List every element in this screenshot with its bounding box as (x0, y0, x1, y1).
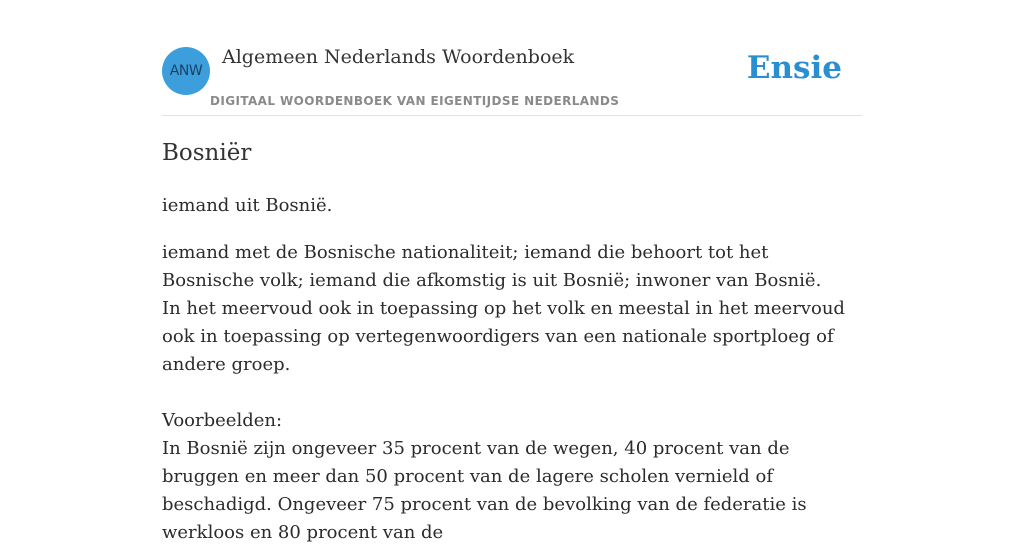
site-title[interactable]: Algemeen Nederlands Woordenboek (222, 46, 575, 68)
ensie-brand-logo[interactable]: Ensie (746, 50, 842, 86)
site-subtitle: DIGITAAL WOORDENBOEK VAN EIGENTIJDSE NEDERLANDS (210, 94, 620, 108)
site-header (162, 0, 862, 116)
anw-logo[interactable]: ANW (162, 47, 210, 95)
entry-body (162, 239, 862, 547)
example-paragraph: In Bosnië zijn ongeveer 35 procent van de wegen, 40 procent van de bruggen en meer dan 50 procent van de lagere scholen vernield of beschadigd. Ongeveer 75 procent van de bevolking van de federatie is werkloos en 80 procent van de (162, 438, 807, 543)
paragraph-spacer (162, 379, 862, 407)
examples-label: Voorbeelden: (162, 410, 283, 431)
page (162, 0, 862, 543)
short-definition: iemand uit Bosnië. (162, 195, 333, 216)
definition-paragraph: iemand met de Bosnische nationaliteit; iemand die behoort tot het Bosnische volk; iemand die afkomstig is uit Bosnië; inwoner van Bosnië. (162, 242, 822, 291)
usage-note-paragraph: In het meervoud ook in toepassing op het volk en meestal in het meervoud ook in toepassing op vertegenwoordigers van een nationale sportploeg of andere groep. (162, 298, 845, 375)
entry-lemma: Bosniër (162, 140, 252, 166)
